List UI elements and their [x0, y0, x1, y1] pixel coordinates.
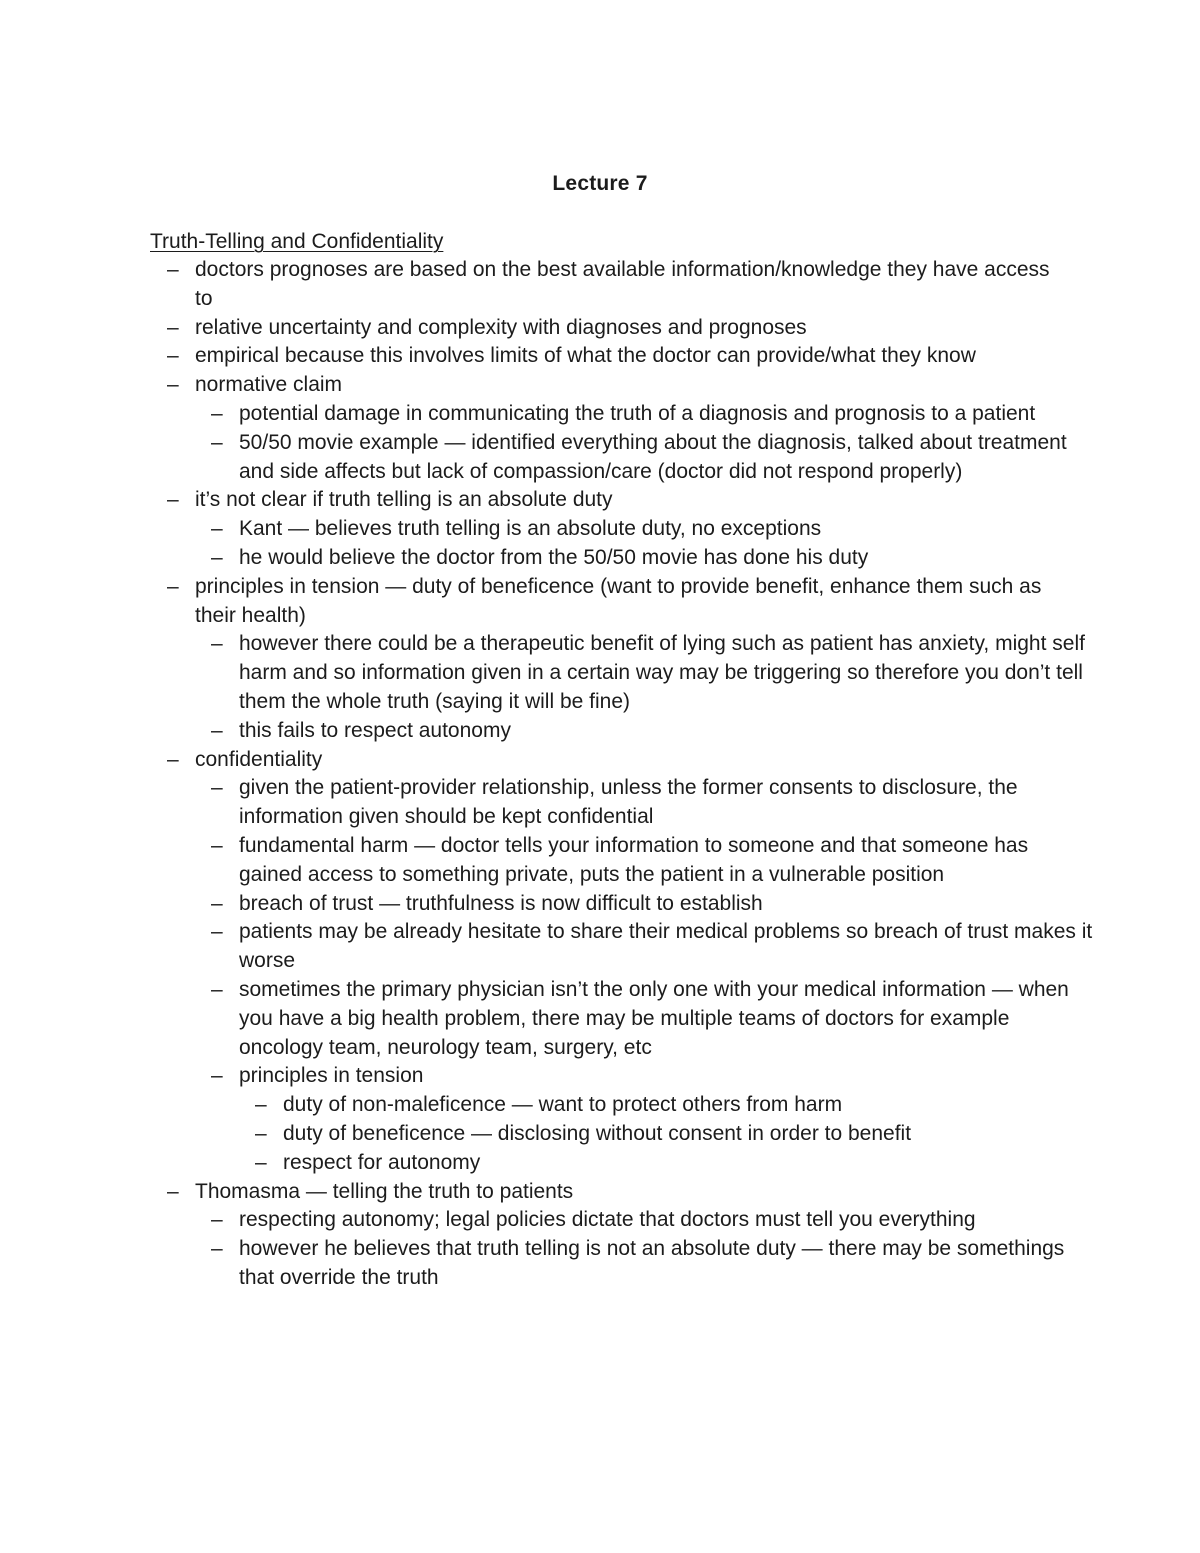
list-item-text: respect for autonomy	[283, 1150, 481, 1174]
list-item-text: this fails to respect autonomy	[239, 718, 511, 742]
list-item-level-1	[0, 573, 1050, 631]
bullet-dash: –	[211, 833, 223, 857]
bullet-dash: –	[211, 401, 223, 425]
list-item-text: normative claim	[195, 373, 343, 397]
bullet-dash: –	[211, 891, 223, 915]
bullet-dash: –	[211, 545, 223, 569]
list-item-text: he would believe the doctor from the 50/50 movie has done his duty	[239, 545, 869, 569]
bullet-dash: –	[167, 258, 179, 281]
bullet-dash: –	[211, 977, 223, 1001]
list-item-text: relative uncertainty and complexity with diagnoses and prognoses	[195, 315, 807, 339]
list-item-level-2	[0, 890, 1094, 919]
bullet-dash: –	[211, 1237, 223, 1261]
list-item-level-2	[0, 1235, 1094, 1293]
bullet-dash: –	[167, 373, 179, 397]
bullet-dash: –	[255, 1093, 267, 1117]
list-item-text: 50/50 movie example — identified everything about the diagnosis, talked about treatment and side affects but lack of compassion/care (doctor did not respond properly)	[239, 430, 1067, 483]
list-item-text: duty of non-maleficence — want to protect others from harm	[283, 1093, 843, 1117]
list-item-level-2	[0, 544, 1094, 573]
list-item-level-1	[0, 746, 1050, 775]
list-item-text: Kant — believes truth telling is an absolute duty, no exceptions	[239, 517, 822, 541]
list-item-text: it’s not clear if truth telling is an absolute duty	[195, 488, 613, 512]
list-item-text: potential damage in communicating the truth of a diagnosis and prognosis to a patient	[239, 401, 1036, 425]
list-item-level-1	[0, 342, 1050, 371]
bullet-dash: –	[211, 517, 223, 541]
bullet-dash: –	[211, 718, 223, 742]
list-item-level-2	[0, 717, 1094, 746]
bullet-dash: –	[167, 747, 179, 771]
bullet-dash: –	[167, 315, 179, 339]
list-item-level-1	[0, 1178, 1050, 1207]
list-item-level-3	[0, 1149, 1138, 1178]
bullet-dash: –	[211, 1208, 223, 1232]
list-item-text: respecting autonomy; legal policies dictate that doctors must tell you everything	[239, 1208, 976, 1232]
list-item-text: breach of trust — truthfulness is now difficult to establish	[239, 891, 763, 915]
list-item-level-3	[0, 1091, 1138, 1120]
list-item-level-2	[0, 918, 1094, 976]
list-item-text: however he believes that truth telling is not an absolute duty — there may be somethings that override the truth	[239, 1237, 1065, 1289]
list-item-level-2	[0, 832, 1094, 890]
list-item-level-2	[0, 774, 1094, 832]
list-item-text: patients may be already hesitate to share their medical problems so breach of trust makes it worse	[239, 920, 1093, 973]
bullet-dash: –	[211, 1064, 223, 1088]
list-item-level-1	[0, 371, 1050, 400]
list-item-level-3	[0, 1120, 1138, 1149]
list-item-level-1	[0, 256, 1050, 314]
notes-list	[0, 256, 1200, 1293]
list-item-level-2	[0, 1206, 1094, 1235]
bullet-dash: –	[255, 1121, 267, 1145]
bullet-dash: –	[211, 632, 223, 656]
list-item-text: sometimes the primary physician isn’t the only one with your medical information — when you have a big health problem, there may be multiple teams of doctors for example oncology team, neurology team, surgery, etc	[239, 977, 1069, 1059]
bullet-dash: –	[167, 1179, 179, 1203]
list-item-level-1	[0, 486, 1050, 515]
list-item-text: confidentiality	[195, 747, 323, 771]
list-item-text: Thomasma — telling the truth to patients	[195, 1179, 574, 1203]
list-item-level-2	[0, 400, 1094, 429]
bullet-dash: –	[167, 488, 179, 512]
list-item-text: duty of beneficence — disclosing without consent in order to benefit	[283, 1121, 912, 1145]
list-item-text: doctors prognoses are based on the best available information/knowledge they have access to	[195, 258, 1050, 310]
list-item-text: given the patient-provider relationship, unless the former consents to disclosure, the information given should be kept confidential	[239, 776, 1018, 829]
bullet-dash: –	[167, 574, 179, 598]
section-heading: Truth-Telling and Confidentiality	[150, 230, 444, 253]
list-item-level-2	[0, 1062, 1094, 1091]
list-item-text: principles in tension	[239, 1064, 424, 1088]
page-title: Lecture 7	[552, 172, 648, 195]
list-item-level-2	[0, 515, 1094, 544]
bullet-dash: –	[167, 344, 179, 368]
list-item-level-2	[0, 976, 1094, 1062]
bullet-dash: –	[255, 1150, 267, 1174]
list-item-text: fundamental harm — doctor tells your information to someone and that someone has gained access to something private, puts the patient in a vulnerable position	[239, 833, 1029, 886]
list-item-text: principles in tension — duty of beneficence (want to provide benefit, enhance them such as their health)	[195, 574, 1042, 627]
list-item-level-1	[0, 314, 1050, 343]
bullet-dash: –	[211, 776, 223, 800]
list-item-text: however there could be a therapeutic benefit of lying such as patient has anxiety, might self harm and so information given in a certain way may be triggering so therefore you don’t tell them the whole truth (saying it will be fine)	[239, 632, 1085, 713]
bullet-dash: –	[211, 920, 223, 944]
list-item-text: empirical because this involves limits of what the doctor can provide/what they know	[195, 344, 976, 368]
list-item-level-2	[0, 630, 1094, 716]
bullet-dash: –	[211, 430, 223, 454]
list-item-level-2	[0, 429, 1094, 487]
